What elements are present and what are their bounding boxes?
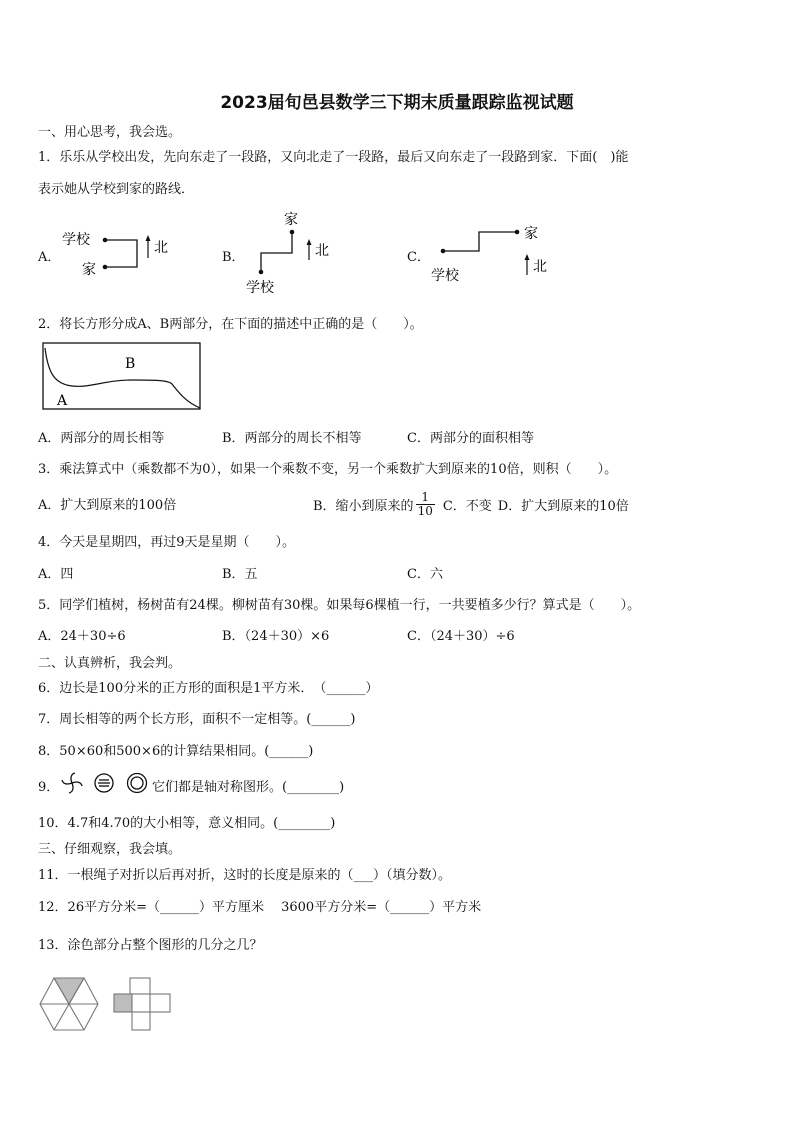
question-4: 4．今天是星期四，再过9天是星期（ ）。 xyxy=(38,535,296,550)
question-6: 6．边长是100分米的正方形的面积是1平方米． （______） xyxy=(38,681,379,696)
question-11: 11．一根绳子对折以后再对折，这时的长度是原来的（___）（填分数）。 xyxy=(38,868,452,883)
q4-option-a: A．四 xyxy=(38,567,74,582)
question-1-line2: 表示她从学校到家的路线． xyxy=(38,182,195,197)
question-10: 10．4.7和4.70的大小相等，意义相同。(________) xyxy=(38,816,336,831)
q9-symbols xyxy=(60,770,152,796)
q5-option-a: A．24＋30÷6 xyxy=(38,629,126,644)
q1-option-c-label: C． xyxy=(407,250,430,265)
region-b-label: B xyxy=(125,356,136,372)
q4-option-c: C．六 xyxy=(407,567,443,582)
q1-option-a-diagram xyxy=(58,222,188,280)
q13-figures xyxy=(38,974,178,1036)
q3-option-c: C．不变 xyxy=(442,498,492,514)
question-2: 2．将长方形分成A、B两部分，在下面的描述中正确的是（ ）。 xyxy=(38,317,423,332)
question-7: 7．周长相等的两个长方形，面积不一定相等。(______) xyxy=(38,712,356,727)
section-heading-2: 二、认真辨析，我会判。 xyxy=(38,656,182,671)
q2-rectangle-figure xyxy=(42,342,202,412)
school-label: 学校 xyxy=(431,268,459,284)
question-3: 3．乘法算式中（乘数都不为0），如果一个乘数不变，另一个乘数扩大到原来的10倍，则积（ ）。 xyxy=(38,462,618,477)
q1-option-b-label: B． xyxy=(222,250,245,265)
question-12: 12．26平方分米=（______）平方厘米 3600平方分米=（______）平方米 xyxy=(38,900,482,915)
page-title: 2023届旬邑县数学三下期末质量跟踪监视试题 xyxy=(220,93,574,113)
q3-option-d: D．扩大到原来的10倍 xyxy=(497,498,629,514)
q2-option-c: C．两部分的面积相等 xyxy=(407,431,534,446)
q2-option-b: B．两部分的周长不相等 xyxy=(222,431,362,446)
route-path xyxy=(443,232,517,251)
q5-option-b: B．（24＋30）×6 xyxy=(222,629,330,644)
region-a-label: A xyxy=(57,393,68,409)
shaded-square xyxy=(114,994,132,1012)
home-label: 家 xyxy=(82,262,96,278)
question-13: 13．涂色部分占整个图形的几分之几？ xyxy=(38,938,263,953)
dividing-curve xyxy=(45,348,200,408)
question-9-text: 它们都是轴对称图形。(________) xyxy=(152,780,345,795)
section-heading-3: 三、仔细观察，我会填。 xyxy=(38,842,182,857)
cube-net-figure xyxy=(114,978,170,1030)
question-9-number: 9． xyxy=(38,780,60,795)
fraction-one-tenth xyxy=(416,491,435,518)
school-label: 学校 xyxy=(246,280,274,296)
north-label: 北 xyxy=(533,259,547,275)
scalloped-circle-icon xyxy=(128,774,147,793)
fraction-denominator: 10 xyxy=(417,503,433,518)
question-5: 5．同学们植树，杨树苗有24棵。柳树苗有30棵。如果每6棵植一行，一共要植多少行？算式是（ ）。 xyxy=(38,598,641,613)
home-label: 家 xyxy=(524,226,538,242)
q3-option-a: A．扩大到原来的100倍 xyxy=(38,498,177,513)
circle-bars-icon xyxy=(95,774,113,792)
q2-option-a: A．两部分的周长相等 xyxy=(38,431,165,446)
q3-option-b-text: B．缩小到原来的 xyxy=(313,498,414,514)
q5-option-c: C．（24＋30）÷6 xyxy=(407,629,515,644)
pinwheel-icon xyxy=(62,773,82,793)
question-8: 8．50×60和500×6的计算结果相同。(______) xyxy=(38,744,314,759)
home-label: 家 xyxy=(284,212,298,228)
school-label: 学校 xyxy=(62,232,90,248)
q3-option-b xyxy=(313,484,629,524)
q1-option-a-label: A． xyxy=(38,250,61,265)
q1-option-c-diagram xyxy=(428,218,568,286)
north-label: 北 xyxy=(154,240,168,256)
north-label: 北 xyxy=(315,243,329,259)
q1-option-b-diagram xyxy=(240,204,350,298)
hexagon-figure xyxy=(40,978,98,1030)
fraction-numerator: 1 xyxy=(416,491,435,505)
route-path xyxy=(261,232,292,272)
question-1-line1: 1．乐乐从学校出发，先向东走了一段路，又向北走了一段路，最后又向东走了一段路到家．下面( )能 xyxy=(38,150,629,165)
q4-option-b: B．五 xyxy=(222,567,258,582)
section-heading-1: 一、用心思考，我会选。 xyxy=(38,125,182,140)
route-path xyxy=(105,240,137,267)
